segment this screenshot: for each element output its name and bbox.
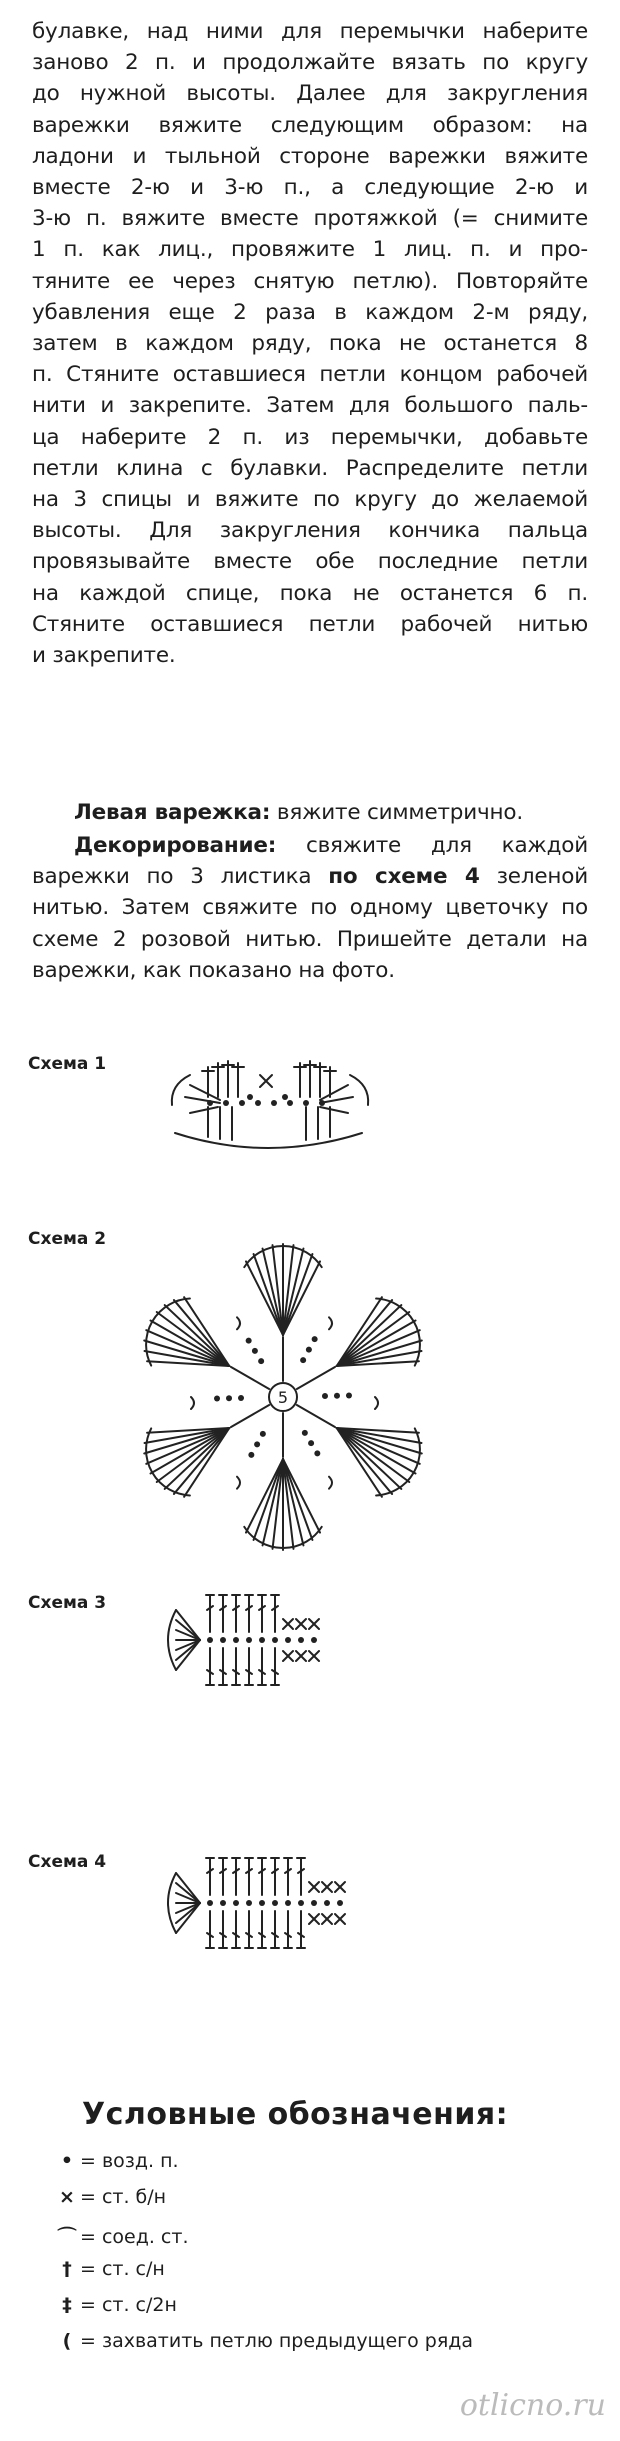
decor-scheme-ref: по схеме 4	[328, 864, 480, 890]
legend-item	[54, 2330, 473, 2352]
legend-item-text: = ст. с/2н	[80, 2294, 177, 2316]
instructions-line: п. Стяните оставшиеся петли концом рабочей	[32, 362, 588, 388]
legend-item	[54, 2222, 189, 2249]
instructions-line: ца наберите 2 п. из перемычки, добавьте	[32, 424, 588, 450]
back-loop-hook-icon: (	[62, 2330, 72, 2352]
instructions-line: и закрепите.	[32, 643, 176, 669]
instructions-line: варежки вяжите следующим образом: на	[32, 112, 588, 138]
instructions-line: провязывайте вместе обе последние петли	[32, 549, 588, 575]
scheme-3-label: Схема 3	[28, 1593, 107, 1613]
legend-item-text: = захватить петлю предыдущего ряда	[80, 2330, 474, 2352]
treble-crochet-icon: ‡	[62, 2294, 72, 2316]
legend-item	[54, 2258, 165, 2280]
instructions-line: петли клина с булавки. Распределите петли	[32, 455, 588, 481]
decor-line-4: схеме 2 розовой нитью. Пришейте детали на	[32, 926, 588, 952]
scheme-1-diagram	[150, 1045, 390, 1155]
legend-item	[54, 2294, 177, 2316]
instructions-line: нити и закрепите. Затем для большого паль-	[32, 393, 588, 419]
instructions-line: ладони и тыльной стороне варежки вяжите	[32, 143, 588, 169]
left-mitten-text: вяжите симметрично.	[276, 800, 523, 825]
decor-paragraph	[32, 830, 588, 986]
legend-item-text: = возд. п.	[80, 2150, 179, 2172]
scheme-2-label: Схема 2	[28, 1229, 107, 1249]
instructions-line: заново 2 п. и продолжайте вязать по кругу	[32, 50, 588, 76]
instructions-line: затем в каждом ряду, пока не останется 8	[32, 331, 588, 357]
legend-item-text: = ст. с/н	[80, 2258, 165, 2280]
single-crochet-x-icon: ×	[59, 2186, 75, 2208]
instructions-line: булавке, над ними для перемычки наберите	[32, 19, 588, 44]
scheme-2-center-number: 5	[277, 1388, 289, 1407]
scheme-3-diagram	[150, 1585, 390, 1695]
scheme-4-label: Схема 4	[28, 1852, 107, 1872]
legend-item	[54, 2186, 166, 2208]
watermark: otlicno.ru	[459, 2388, 606, 2423]
double-crochet-icon: †	[62, 2258, 72, 2280]
instructions-line: убавления еще 2 раза в каждом 2-м ряду,	[32, 299, 588, 325]
instructions-line: Стяните оставшиеся петли рабочей нитью	[32, 611, 588, 637]
decor-line-2c: зеленой	[496, 864, 588, 890]
instructions-line: 3-ю п. вяжите вместе протяжкой (= снимите	[32, 206, 588, 232]
decor-line-3: нитью. Затем свяжите по одному цветочку по	[32, 895, 588, 921]
scheme-2-diagram	[95, 1232, 475, 1562]
scheme-4-diagram	[150, 1848, 410, 1968]
instructions-line: тяните ее через снятую петлю). Повторяйте	[32, 268, 588, 294]
instructions-line: на 3 спицы и вяжите по кругу до желаемой	[32, 487, 588, 513]
slip-stitch-arc-icon: ⌒	[57, 2226, 77, 2248]
chain-dot-icon: •	[60, 2150, 74, 2172]
instructions-line: высоты. Для закругления кончика пальца	[32, 518, 588, 544]
instructions-line: 1 п. как лиц., провяжите 1 лиц. п. и про-	[32, 237, 588, 263]
left-mitten-paragraph	[32, 797, 588, 828]
decor-line-2a: варежки по 3 листика	[32, 864, 312, 890]
instructions-line: до нужной высоты. Далее для закругления	[32, 81, 588, 107]
instructions-line: на каждой спице, пока не останется 6 п.	[32, 580, 588, 606]
scheme-1-label: Схема 1	[28, 1054, 107, 1074]
instructions-line: вместе 2-ю и 3-ю п., а следующие 2-ю и	[32, 175, 588, 201]
decor-text-1: свяжите для каждой	[305, 833, 588, 858]
left-mitten-label: Левая варежка:	[74, 800, 271, 825]
legend-title: Условные обозначения:	[82, 2097, 509, 2132]
legend-item-text: = ст. б/н	[80, 2186, 167, 2208]
legend-item-text: = соед. ст.	[80, 2226, 189, 2248]
decor-line-5: варежки, как показано на фото.	[32, 957, 395, 983]
instructions-paragraph	[32, 16, 588, 671]
decor-label: Декорирование:	[74, 833, 277, 858]
legend-item	[54, 2150, 179, 2172]
